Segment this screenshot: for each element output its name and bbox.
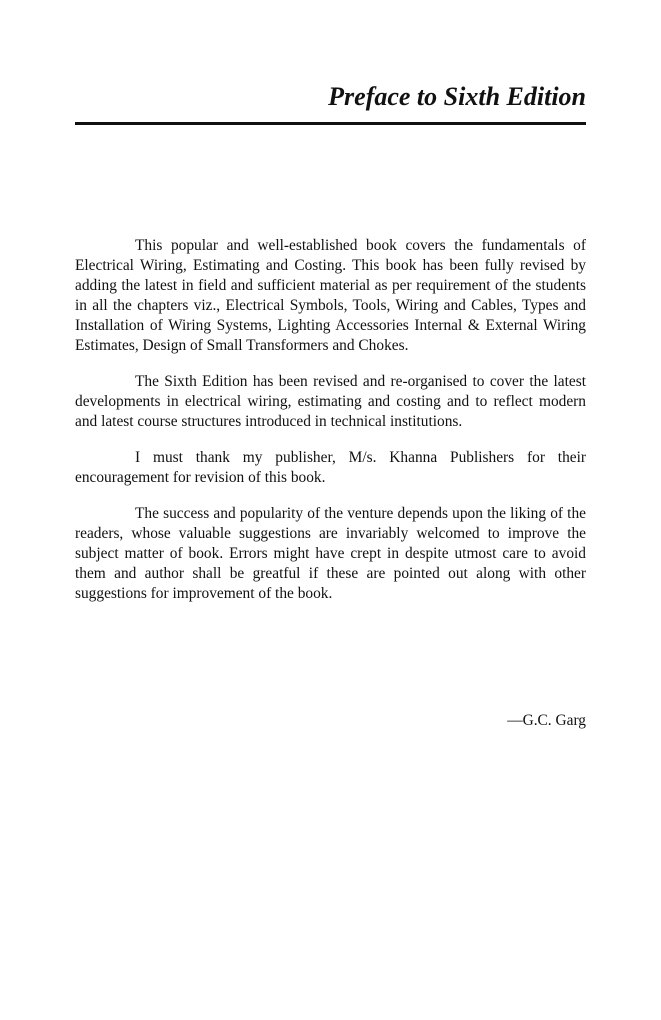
paragraph-acknowledgement: I must thank my publisher, M/s. Khanna Publishers for their encouragement for revision of this book. bbox=[75, 449, 586, 486]
paragraph-intro: This popular and well-established book covers the fundamentals of Electrical Wiring, Estimating and Costing. This book has been fully revised by adding the latest in field and sufficient material as per requirement of the students in all the chapters viz., Electrical Symbols, Tools, Wiring and Cables, Types and Installation of Wiring Systems, Lighting Accessories Internal & External Wiring Estimates, Design of Small Transformers and Chokes. bbox=[75, 237, 586, 354]
page-title: Preface to Sixth Edition bbox=[328, 82, 586, 111]
title-underline bbox=[75, 122, 586, 125]
author-signature: —G.C. Garg bbox=[507, 712, 586, 729]
preface-body bbox=[75, 236, 586, 620]
paragraph-suggestions: The success and popularity of the venture depends upon the liking of the readers, whose valuable suggestions are invariably welcomed to improve the subject matter of book. Errors might have crept in despite utmost care to avoid them and author shall be greatful if these are pointed out along with other suggestions for improvement of the book. bbox=[75, 505, 586, 602]
paragraph-sixth-edition: The Sixth Edition has been revised and re-organised to cover the latest developments in electrical wiring, estimating and costing and to reflect modern and latest course structures introduced in technical institutions. bbox=[75, 373, 586, 430]
